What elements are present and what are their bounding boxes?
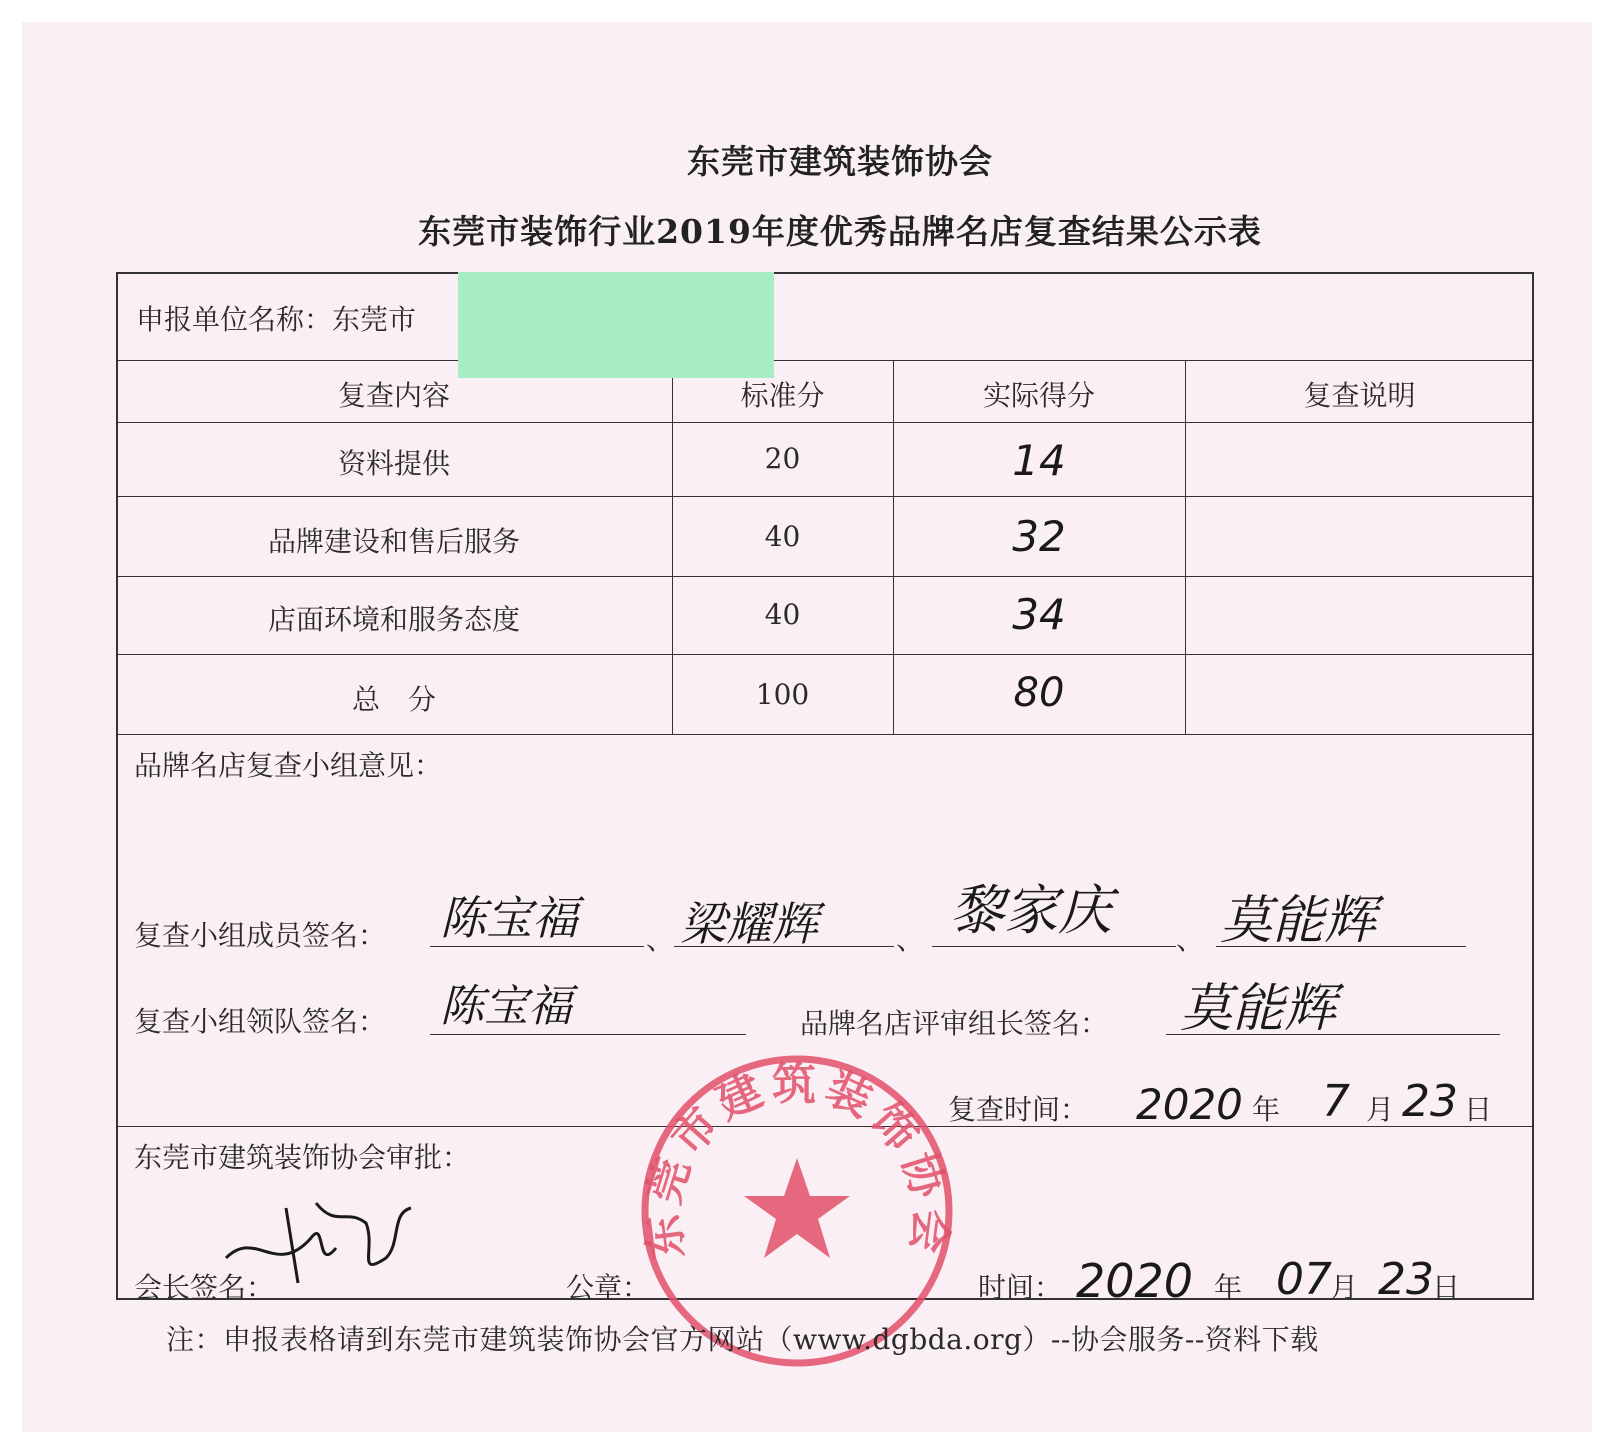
member-signature-4: 莫能辉 <box>1220 891 1377 951</box>
review-date-month-unit: 月 <box>1366 1093 1395 1126</box>
signature-line <box>430 1034 746 1035</box>
row-actual: 32 <box>1012 512 1066 561</box>
member-signature-3: 黎家庆 <box>950 879 1112 942</box>
separator: 、 <box>646 923 675 956</box>
chief-label: 品牌名店评审组长签名： <box>800 1007 1109 1040</box>
approval-time-month-unit: 月 <box>1330 1271 1359 1304</box>
approval-time-label: 时间： <box>978 1271 1063 1304</box>
col-header-standard: 标准分 <box>740 379 825 412</box>
approval-time-day-unit: 日 <box>1432 1271 1461 1304</box>
approval-label: 东莞市建筑装饰协会审批： <box>134 1141 471 1174</box>
grid-line <box>116 360 1534 361</box>
row-actual: 34 <box>1012 590 1066 639</box>
approval-time-year-unit: 年 <box>1214 1271 1243 1304</box>
row-standard: 20 <box>764 442 801 475</box>
separator: 、 <box>896 923 925 956</box>
col-header-note: 复查说明 <box>1303 379 1416 412</box>
seal-label: 公章： <box>566 1271 651 1304</box>
applicant-label: 申报单位名称：东莞市 <box>136 303 417 336</box>
footer-note: 注：申报表格请到东莞市建筑装饰协会官方网站（www.dgbda.org）--协会服务--资料下载 <box>166 1323 1319 1356</box>
grid-line <box>116 422 1534 423</box>
redaction-block <box>458 272 774 378</box>
row-item: 品牌建设和售后服务 <box>267 525 520 558</box>
seal-text: 东莞市建筑装饰协会 <box>637 1059 957 1262</box>
grid-line <box>116 734 1534 735</box>
review-date-day-unit: 日 <box>1464 1093 1493 1126</box>
approval-time-year: 2020 <box>1076 1254 1194 1308</box>
grid-line <box>116 496 1534 497</box>
review-date-day: 23 <box>1402 1076 1458 1127</box>
row-standard: 40 <box>764 520 801 553</box>
row-item: 资料提供 <box>337 447 450 480</box>
member-signature-2: 梁耀辉 <box>680 897 818 951</box>
president-label: 会长签名： <box>134 1271 275 1304</box>
leader-label: 复查小组领队签名： <box>134 1005 387 1038</box>
grid-line <box>116 654 1534 655</box>
row-standard: 100 <box>755 678 810 711</box>
grid-line <box>1185 360 1186 734</box>
signature-line <box>932 946 1176 947</box>
review-date-label: 复查时间： <box>948 1093 1089 1126</box>
review-date-year: 2020 <box>1136 1080 1243 1129</box>
star-icon <box>744 1158 850 1258</box>
president-signature <box>216 1188 426 1298</box>
row-actual: 14 <box>1012 436 1066 485</box>
separator: 、 <box>1176 923 1205 956</box>
chief-signature: 莫能辉 <box>1180 979 1337 1039</box>
members-label: 复查小组成员签名： <box>134 919 387 952</box>
row-actual: 80 <box>1013 670 1065 716</box>
row-standard: 40 <box>764 598 801 631</box>
col-header-actual: 实际得分 <box>982 379 1095 412</box>
applicant-value: 东莞市 <box>332 303 417 336</box>
approval-time-month: 07 <box>1276 1254 1332 1305</box>
approval-time-day: 23 <box>1378 1254 1434 1305</box>
grid-line <box>116 576 1534 577</box>
review-date-year-unit: 年 <box>1252 1093 1281 1126</box>
review-date-month: 7 <box>1322 1076 1350 1127</box>
leader-signature: 陈宝福 <box>440 981 572 1032</box>
row-item: 总 分 <box>351 683 436 716</box>
col-header-content: 复查内容 <box>337 379 450 412</box>
form-title: 东莞市装饰行业2019年度优秀品牌名店复查结果公示表 <box>418 212 1262 251</box>
member-signature-1: 陈宝福 <box>440 891 578 945</box>
org-title: 东莞市建筑装饰协会 <box>687 142 993 181</box>
opinion-label: 品牌名店复查小组意见： <box>134 749 443 782</box>
row-item: 店面环境和服务态度 <box>267 603 520 636</box>
